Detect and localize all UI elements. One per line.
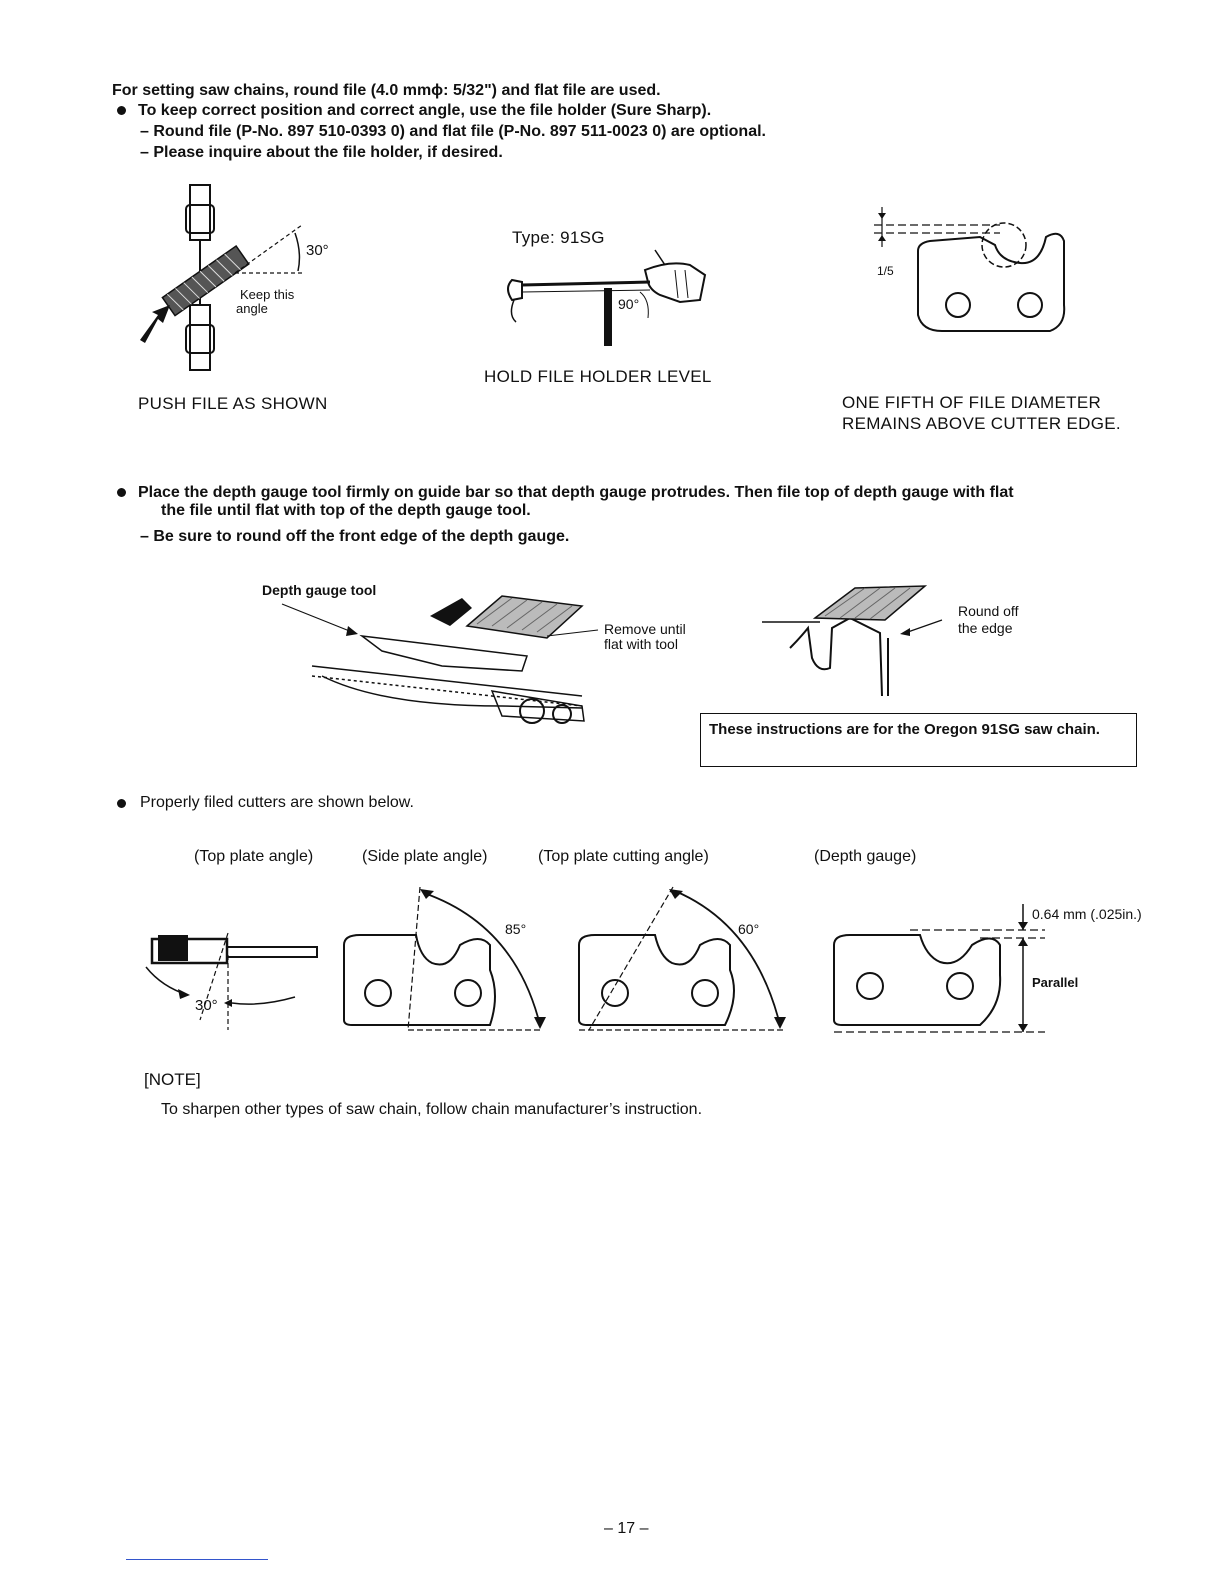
label-cutting-angle: (Top plate cutting angle) bbox=[538, 848, 709, 865]
round-off-label-1: Round off bbox=[958, 603, 1019, 619]
parallel-label: Parallel bbox=[1032, 975, 1079, 990]
oregon-note-box: These instructions are for the Oregon 91SG saw chain. bbox=[700, 713, 1137, 767]
bullet-file-holder: To keep correct position and correct angle, use the file holder (Sure Sharp). bbox=[138, 102, 712, 119]
cutter-fifth-diagram bbox=[870, 205, 1070, 345]
depth-instruction-2: the file until flat with top of the depth gauge tool. bbox=[161, 502, 531, 519]
depth-gauge-tool-diagram bbox=[262, 596, 592, 736]
bullet-dot bbox=[117, 106, 126, 115]
fraction-label: 1/5 bbox=[877, 264, 894, 278]
fifth-caption-1: ONE FIFTH OF FILE DIAMETER bbox=[842, 393, 1102, 412]
top-plate-angle-value: 30° bbox=[195, 997, 218, 1014]
depth-instruction-1: Place the depth gauge tool firmly on guide bar so that depth gauge protrudes. Then file top of depth gauge with flat bbox=[138, 484, 1014, 501]
label-depth-gauge: (Depth gauge) bbox=[814, 848, 917, 865]
label-top-plate-angle: (Top plate angle) bbox=[194, 848, 314, 865]
dash-inquire: – Please inquire about the file holder, if desired. bbox=[140, 144, 503, 161]
file-holder-diagram bbox=[500, 240, 720, 350]
type-label: Type: 91SG bbox=[512, 228, 605, 247]
page-number: – 17 – bbox=[604, 1520, 649, 1537]
depth-gauge-diagram bbox=[830, 890, 1050, 1040]
bullet-dot bbox=[117, 488, 126, 497]
cutters-intro: Properly filed cutters are shown below. bbox=[140, 794, 414, 811]
footer-rule bbox=[126, 1559, 268, 1560]
depth-tool-label: Depth gauge tool bbox=[262, 582, 377, 598]
note-heading: [NOTE] bbox=[144, 1070, 201, 1089]
holder-angle-label: 90° bbox=[618, 296, 640, 312]
intro-line: For setting saw chains, round file (4.0 mmϕ: 5/32") and flat file are used. bbox=[112, 82, 661, 99]
fifth-caption-2: REMAINS ABOVE CUTTER EDGE. bbox=[842, 414, 1121, 433]
note-text: To sharpen other types of saw chain, follow chain manufacturer’s instruction. bbox=[161, 1101, 703, 1118]
dash-round-off: – Be sure to round off the front edge of the depth gauge. bbox=[140, 528, 570, 545]
keep-angle-label-1: Keep this bbox=[240, 287, 295, 302]
label-side-plate-angle: (Side plate angle) bbox=[362, 848, 488, 865]
cutting-angle-diagram bbox=[575, 885, 795, 1035]
depth-value: 0.64 mm (.025in.) bbox=[1032, 906, 1142, 922]
holder-caption: HOLD FILE HOLDER LEVEL bbox=[484, 367, 712, 386]
side-plate-angle-diagram bbox=[340, 885, 550, 1035]
round-off-label-2: the edge bbox=[958, 620, 1013, 636]
bullet-dot bbox=[117, 799, 126, 808]
remove-label-1: Remove until bbox=[604, 621, 686, 637]
push-file-diagram bbox=[130, 185, 370, 385]
round-off-diagram bbox=[760, 578, 960, 698]
cutting-angle-value: 60° bbox=[738, 921, 760, 937]
side-plate-angle-value: 85° bbox=[505, 921, 527, 937]
keep-angle-label-2: angle bbox=[236, 301, 268, 316]
push-angle-label: 30° bbox=[306, 242, 329, 259]
remove-label-2: flat with tool bbox=[604, 636, 678, 652]
top-plate-angle-diagram bbox=[140, 925, 330, 1035]
push-caption: PUSH FILE AS SHOWN bbox=[138, 394, 328, 413]
dash-optional-files: – Round file (P-No. 897 510-0393 0) and flat file (P-No. 897 511-0023 0) are optional. bbox=[140, 123, 766, 140]
